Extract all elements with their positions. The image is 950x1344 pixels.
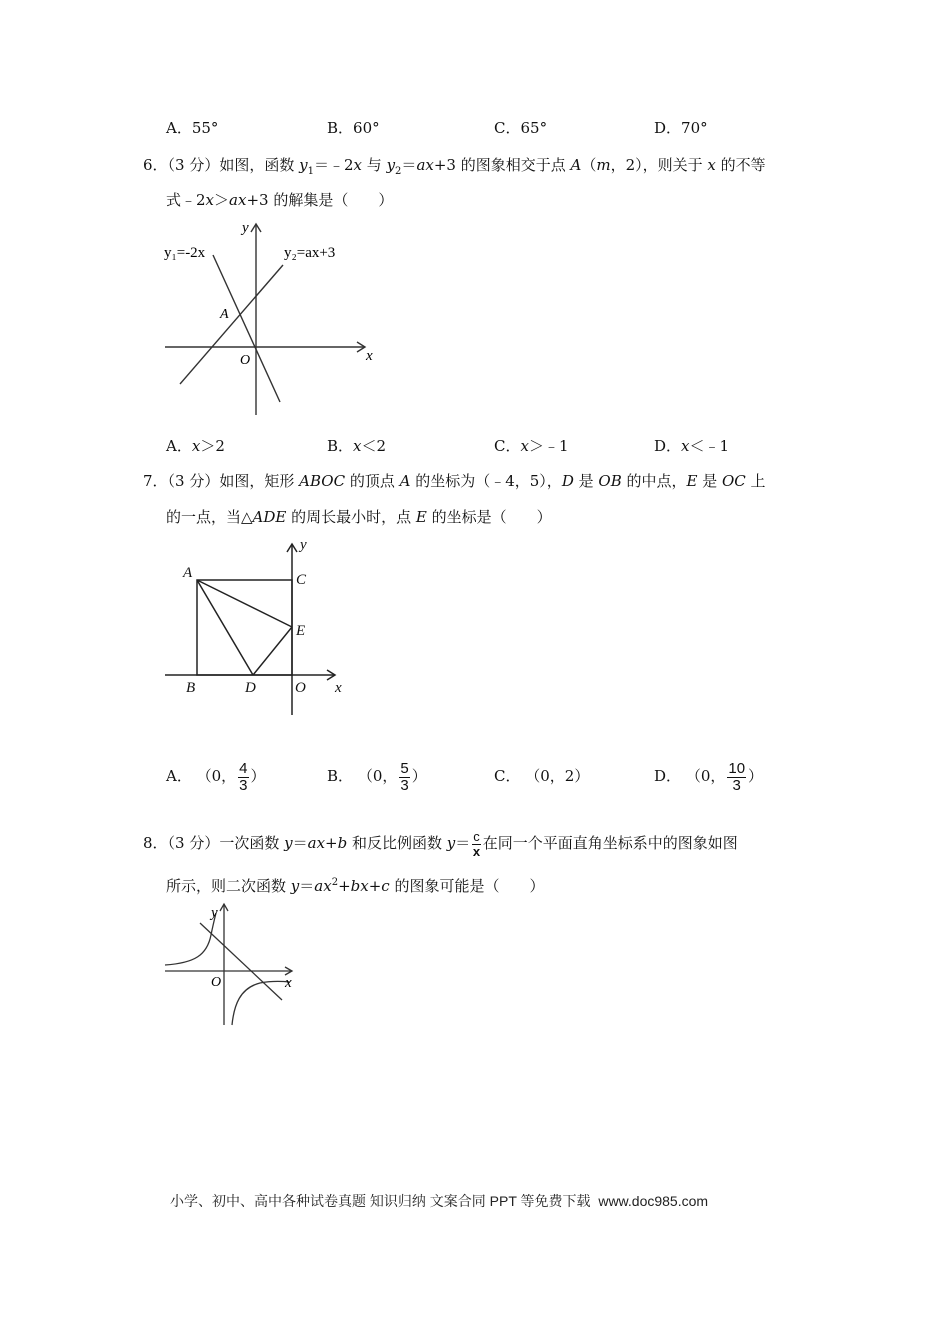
- q6-option-d: [654, 436, 729, 456]
- text: 的不等: [715, 156, 766, 174]
- q7-figure-rectangle: [155, 530, 355, 720]
- point-b-label: B: [186, 680, 196, 696]
- var: y: [299, 156, 308, 174]
- q8-stem-line2: [166, 873, 544, 896]
- var: A: [399, 472, 411, 490]
- q8-figure-graph: [155, 895, 305, 1035]
- page-footer: [170, 1191, 708, 1211]
- text: ＝: [401, 156, 417, 174]
- var: x: [191, 437, 201, 455]
- var: x: [707, 156, 716, 174]
- text: 的坐标为（﹣4，5），: [410, 472, 562, 490]
- q7-option-b: [327, 756, 427, 796]
- q6-stem-line2: [166, 190, 393, 210]
- option-value: 60°: [353, 119, 380, 137]
- var: E: [415, 508, 427, 526]
- text: ＝: [292, 834, 308, 852]
- question-number: 6．: [143, 156, 168, 174]
- option-label: C．: [494, 119, 521, 137]
- text: ＝: [455, 834, 471, 852]
- option-value: 65°: [520, 119, 548, 137]
- option-label: B．: [327, 119, 354, 137]
- var: x: [681, 437, 690, 455]
- origin-label: O: [295, 680, 306, 696]
- text: 一次函数: [219, 834, 285, 852]
- option-value: ＜2: [361, 437, 387, 455]
- fraction: [399, 761, 409, 794]
- q7-option-a: [166, 756, 266, 796]
- text: （0，: [357, 767, 398, 785]
- q5-option-c: [494, 118, 547, 138]
- q6-option-c: [494, 436, 569, 456]
- sup: 2: [331, 877, 339, 888]
- text: ＝: [299, 877, 315, 895]
- option-value: ＞﹣1: [528, 437, 569, 455]
- option-value: 55°: [191, 119, 219, 137]
- text: 在同一个平面直角坐标系中的图象如图: [482, 834, 738, 852]
- text: ＝﹣2: [314, 156, 354, 174]
- q5-option-b: [327, 118, 380, 138]
- text: （0，: [196, 767, 237, 785]
- var: ax: [416, 156, 434, 174]
- option-label: C．: [494, 767, 521, 785]
- point-a-label: A: [183, 565, 193, 581]
- text: 上: [745, 472, 766, 490]
- numerator: 5: [400, 759, 409, 777]
- q6-figure-graph: [150, 210, 390, 425]
- q7-option-d: [654, 756, 763, 796]
- text: 的中点，: [621, 472, 687, 490]
- text: ＞: [214, 191, 230, 209]
- footer-text: 小学、初中、高中各种试卷真题 知识归纳 文案合同 PPT 等免费下载: [170, 1193, 591, 1209]
- q7-stem-line1: [143, 471, 766, 491]
- var: x: [520, 437, 529, 455]
- var: A: [570, 156, 582, 174]
- option-value: ＞2: [200, 437, 225, 455]
- y-axis-label: y: [242, 220, 249, 236]
- text: +3 的解集是（ ）: [246, 191, 394, 209]
- q6-stem-line1: [143, 155, 766, 182]
- option-label: A．: [166, 119, 192, 137]
- point-d-label: D: [245, 680, 256, 696]
- text: 与: [362, 156, 387, 174]
- point-a-label: A: [220, 307, 229, 322]
- var: OB: [598, 472, 622, 490]
- option-label: D．: [654, 119, 682, 137]
- text: ）: [250, 767, 266, 785]
- text: 所示，则二次函数: [166, 877, 291, 895]
- var: x: [205, 191, 215, 209]
- denominator: x: [472, 843, 481, 859]
- y-axis-label: y: [211, 905, 218, 921]
- text: 的坐标是（ ）: [426, 508, 552, 526]
- origin-label: O: [240, 353, 251, 368]
- option-label: D．: [654, 437, 682, 455]
- option-label: B．: [327, 437, 354, 455]
- q5-option-a: [166, 118, 218, 138]
- var: ABOC: [299, 472, 346, 490]
- question-points: （3 分）: [167, 156, 220, 174]
- sub: 1: [307, 166, 314, 177]
- fraction: [238, 761, 248, 794]
- text: ，2），则关于: [610, 156, 708, 174]
- text: 的图象可能是（ ）: [389, 877, 545, 895]
- text: ）: [748, 767, 764, 785]
- y-axis-label: y: [300, 537, 307, 553]
- var: ADE: [252, 508, 287, 526]
- var: ax: [314, 877, 332, 895]
- sub: 2: [395, 166, 402, 177]
- var: x: [353, 156, 363, 174]
- var: y: [290, 877, 300, 895]
- text: ）: [411, 767, 427, 785]
- var: D: [561, 472, 574, 490]
- var: x: [353, 437, 362, 455]
- numerator: c: [473, 828, 480, 844]
- text: （: [581, 156, 597, 174]
- x-axis-label: x: [335, 680, 342, 696]
- point-e-label: E: [296, 623, 306, 639]
- question-number: 8．: [143, 834, 168, 852]
- q7-stem-line2: [166, 507, 552, 527]
- text: 如图，函数: [219, 156, 300, 174]
- text: +3 的图象相交于点: [433, 156, 571, 174]
- option-label: A．: [166, 437, 192, 455]
- var: ax: [229, 191, 247, 209]
- var: y: [446, 834, 456, 852]
- text: 的顶点: [345, 472, 400, 490]
- text: 式﹣2: [166, 191, 206, 209]
- question-number: 7．: [143, 472, 168, 490]
- text: 和反比例函数: [347, 834, 447, 852]
- numerator: 4: [239, 759, 248, 777]
- text: 的周长最小时，点: [286, 508, 416, 526]
- text: 的一点，当△: [166, 508, 253, 526]
- q5-option-d: [654, 118, 708, 138]
- var: y: [284, 834, 293, 852]
- q6-option-a: [166, 436, 225, 456]
- option-label: C．: [494, 437, 521, 455]
- text: 如图，矩形: [219, 472, 300, 490]
- var: OC: [722, 472, 746, 490]
- y1-label: y₁=-2x: [164, 245, 206, 261]
- text: （0，: [685, 767, 726, 785]
- text: 是: [697, 472, 722, 490]
- fraction: [472, 830, 481, 859]
- numerator: 10: [728, 759, 746, 777]
- question-points: （3 分）: [167, 472, 220, 490]
- var: +bx+c: [338, 877, 390, 895]
- x-axis-label: x: [285, 975, 292, 991]
- q6-option-b: [327, 436, 386, 456]
- footer-url: www.doc985.com: [598, 1193, 709, 1209]
- y2-label: y₂=ax+3: [284, 245, 336, 261]
- var: y: [386, 156, 396, 174]
- option-value: ＜﹣1: [689, 437, 730, 455]
- x-axis-label: x: [366, 348, 373, 364]
- option-value: 70°: [681, 119, 708, 137]
- q7-option-c: [494, 756, 589, 796]
- var: ax+b: [307, 834, 348, 852]
- option-label: D．: [654, 767, 682, 785]
- option-label: A．: [166, 767, 192, 785]
- option-label: B．: [327, 767, 354, 785]
- origin-label: O: [211, 975, 222, 990]
- var: E: [686, 472, 698, 490]
- fraction: [727, 761, 746, 794]
- question-points: （3 分）: [167, 834, 220, 852]
- denominator: 3: [400, 776, 409, 794]
- q8-stem-line1: [143, 826, 738, 860]
- var: m: [596, 156, 611, 174]
- text: 是: [573, 472, 599, 490]
- denominator: 3: [239, 776, 248, 794]
- denominator: 3: [732, 776, 741, 794]
- option-value: （0，2）: [525, 767, 590, 785]
- point-c-label: C: [296, 572, 307, 588]
